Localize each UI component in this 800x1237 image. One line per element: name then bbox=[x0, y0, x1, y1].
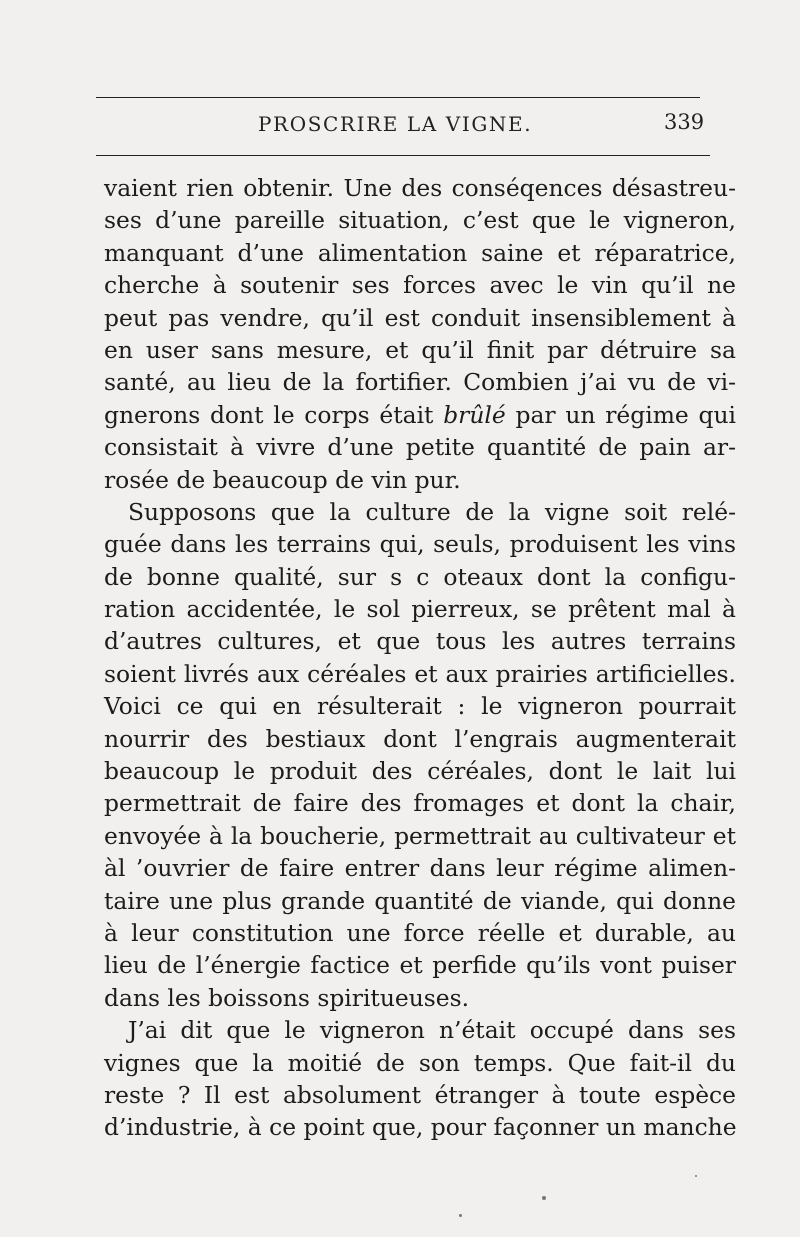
paragraph-first-line: Supposons que la culture de la vigne soit relé- bbox=[128, 497, 736, 526]
text-line: beaucoup le produit des céréales, dont le lait lui bbox=[104, 757, 736, 786]
text-line: ration accidentée, le sol pierreux, se prêtent mal à bbox=[104, 595, 736, 624]
text-line: dans les boissons spiritueuses. bbox=[104, 983, 470, 1012]
text-line: nourrir des bestiaux dont l’engrais augmenterait bbox=[104, 724, 736, 753]
text-line: d’industrie, à ce point que, pour façonner un manche bbox=[104, 1113, 737, 1142]
text-line: Voici ce qui en résulterait : le vigneron pourrait bbox=[104, 692, 736, 721]
text-line: en user sans mesure, et qu’il finit par détruire sa bbox=[104, 335, 736, 364]
text-line: peut pas vendre, qu’il est conduit insensiblement à bbox=[104, 303, 736, 332]
paragraph-first-line: J’ai dit que le vigneron n’était occupé dans ses bbox=[128, 1016, 736, 1045]
text-line: lieu de l’énergie factice et perfide qu’ils vont puiser bbox=[104, 951, 736, 980]
running-title: PROSCRIRE LA VIGNE. bbox=[258, 112, 533, 136]
text-line: reste ? Il est absolument étranger à toute espèce bbox=[104, 1080, 736, 1109]
text-line: à leur constitution une force réelle et durable, au bbox=[104, 918, 736, 947]
paper-speck bbox=[459, 1214, 462, 1217]
text-line: rosée de beaucoup de vin pur. bbox=[104, 465, 461, 494]
text-line: santé, au lieu de la fortifier. Combien j’ai vu de vi- bbox=[104, 368, 736, 397]
page-number: 339 bbox=[664, 110, 705, 134]
text-line: àl ’ouvrier de faire entrer dans leur régime alimen- bbox=[104, 854, 736, 883]
body-text bbox=[104, 172, 736, 1144]
bottom-rule bbox=[96, 155, 710, 156]
text-line: cherche à soutenir ses forces avec le vin qu’il ne bbox=[104, 271, 736, 300]
text-line: guée dans les terrains qui, seuls, produisent les vins bbox=[104, 530, 736, 559]
text-line: vaient rien obtenir. Une des conséqences désastreu- bbox=[104, 174, 736, 202]
text-line: soient livrés aux céréales et aux prairies artificielles. bbox=[104, 659, 736, 688]
text-line: taire une plus grande quantité de viande, qui donne bbox=[104, 886, 736, 915]
text-line: ses d’une pareille situation, c’est que le vigneron, bbox=[104, 206, 736, 235]
paper-speck bbox=[542, 1196, 546, 1200]
text-line: de bonne qualité, sur s c oteaux dont la configu- bbox=[104, 562, 736, 591]
text-line: permettrait de faire des fromages et dont la chair, bbox=[104, 789, 736, 818]
text-line: envoyée à la boucherie, permettrait au cultivateur et bbox=[104, 821, 736, 850]
text-line: vignes que la moitié de son temps. Que fait-il du bbox=[104, 1048, 736, 1077]
emphasized-word: brûlé bbox=[443, 400, 506, 429]
paper-speck bbox=[695, 1175, 697, 1177]
text-line: consistait à vivre d’une petite quantité de pain ar- bbox=[104, 433, 736, 462]
top-rule bbox=[96, 97, 700, 98]
text-line: manquant d’une alimentation saine et réparatrice, bbox=[104, 238, 736, 267]
text-line: d’autres cultures, et que tous les autres terrains bbox=[104, 627, 736, 656]
text-line-emphasis: gnerons dont le corps était brûlé par un régime qui bbox=[104, 400, 736, 429]
